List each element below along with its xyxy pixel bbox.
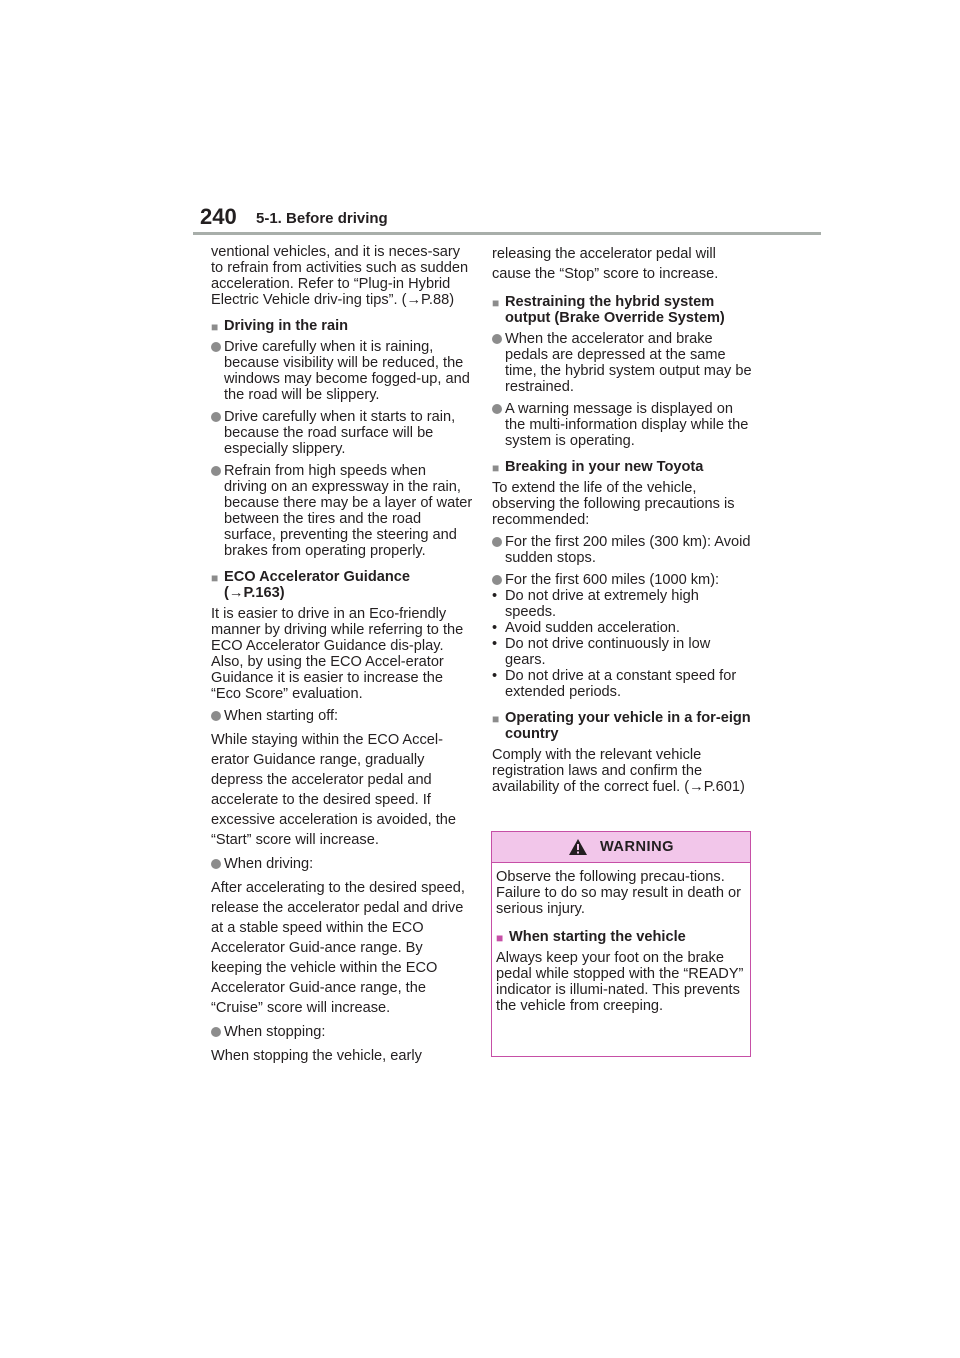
breakin-bullet: For the first 600 miles (1000 km):	[492, 572, 754, 588]
eco-heading: ■ ECO Accelerator Guidance (→P.163)	[211, 569, 410, 601]
warning-text: Always keep your foot on the brake pedal while stopped with the “READY” indicator is illumi-nated. This prevents the vehicle from creeping.	[496, 950, 744, 1014]
rain-bullet: Drive carefully when it starts to rain, because the road surface will be especially slippery.	[211, 409, 473, 457]
header-rule	[193, 232, 821, 235]
heading-square-icon: ■	[492, 712, 500, 726]
section-title: 5-1. Before driving	[256, 210, 388, 227]
warning-intro-2: Failure to do so may result in death or serious injury.	[496, 885, 741, 917]
bullet-dot-icon	[492, 334, 502, 344]
bullet-dot-icon	[492, 575, 502, 585]
warning-title: WARNING	[599, 839, 675, 855]
warning-heading: ■ When starting the vehicle	[496, 929, 686, 945]
heading-square-icon: ■	[496, 931, 504, 945]
restrain-heading: ■ Restraining the hybrid system output (Brake Override System)	[492, 294, 725, 326]
eco-intro: It is easier to drive in an Eco-friendly manner by driving while referring to the ECO Accelerator Guidance dis-play. Also, by using the ECO Accel-erator Guidance it is easier to increase the “Eco Score” evaluation.	[211, 606, 464, 702]
left-column	[211, 244, 473, 1069]
bullet-dot-icon	[211, 412, 221, 422]
foreign-text: Comply with the relevant vehicle registration laws and confirm the availability of the correct fuel. (→P.601)	[492, 747, 745, 795]
page-number: 240	[200, 204, 237, 229]
warning-box	[491, 831, 751, 1057]
heading-square-icon: ■	[211, 571, 219, 585]
stopping-bullet: When stopping:	[211, 1024, 473, 1040]
continued-text: releasing the accelerator pedal will cause the “Stop” score to increase.	[492, 246, 719, 282]
restrain-bullet: When the accelerator and brake pedals are depressed at the same time, the hybrid system output may be restrained.	[492, 331, 754, 395]
bullet-dot-icon	[211, 711, 221, 721]
bullet-dot-icon	[211, 466, 221, 476]
warning-body	[492, 863, 750, 1014]
heading-square-icon: ■	[492, 461, 500, 475]
breakin-dash-item: • Avoid sudden acceleration.	[492, 620, 680, 636]
rain-bullet: Drive carefully when it is raining, because visibility will be reduced, the windows may become fogged-up, and the road will be slippery.	[211, 339, 473, 403]
bullet-dot-icon	[211, 342, 221, 352]
warning-triangle-icon	[568, 838, 588, 856]
foreign-heading: ■ Operating your vehicle in a for-eign country	[492, 710, 751, 742]
rain-heading: ■ Driving in the rain	[211, 318, 349, 334]
breakin-dash-item: • Do not drive continuously in low gears.	[492, 636, 711, 668]
bullet-dot-icon	[211, 859, 221, 869]
stopping-text: When stopping the vehicle, early	[211, 1048, 422, 1064]
right-column	[492, 244, 754, 801]
breakin-bullet: For the first 200 miles (300 km): Avoid sudden stops.	[492, 534, 754, 566]
driving-bullet: When driving:	[211, 856, 473, 872]
starting-text: While staying within the ECO Accel-erator Guidance range, gradually depress the accelerator pedal and accelerate to the desired speed. If excessive acceleration is avoided, the “Start” score will increase.	[211, 732, 456, 848]
heading-square-icon: ■	[211, 320, 219, 334]
bullet-dot-icon	[492, 404, 502, 414]
warning-header	[492, 832, 750, 863]
breakin-dash-item: • Do not drive at extremely high speeds.	[492, 588, 699, 620]
breakin-heading: ■ Breaking in your new Toyota	[492, 459, 704, 475]
bullet-dot-icon	[492, 537, 502, 547]
warning-intro: Observe the following precau-tions.	[496, 869, 725, 885]
intro-paragraph: ventional vehicles, and it is neces-sary to refrain from activities such as sudden acceleration. Refer to “Plug-in Hybrid Electric Vehicle driv-ing tips”. (→P.88)	[211, 244, 469, 308]
driving-text: After accelerating to the desired speed, release the accelerator pedal and drive at a stable speed within the ECO Accelerator Guid-ance range. By keeping the vehicle within the ECO Accelerator Guid-ance range, the “Cruise” score will increase.	[211, 880, 465, 1016]
heading-square-icon: ■	[492, 296, 500, 310]
rain-bullet: Refrain from high speeds when driving on an expressway in the rain, because there may be a layer of water between the tires and the road surface, preventing the steering and brakes from operating properly.	[211, 463, 473, 559]
starting-bullet: When starting off:	[211, 708, 473, 724]
restrain-bullet: A warning message is displayed on the multi-information display while the system is operating.	[492, 401, 754, 449]
breakin-dash-item: • Do not drive at a constant speed for extended periods.	[492, 668, 737, 700]
bullet-dot-icon	[211, 1027, 221, 1037]
breakin-intro: To extend the life of the vehicle, observing the following precautions is recommended:	[492, 480, 735, 528]
